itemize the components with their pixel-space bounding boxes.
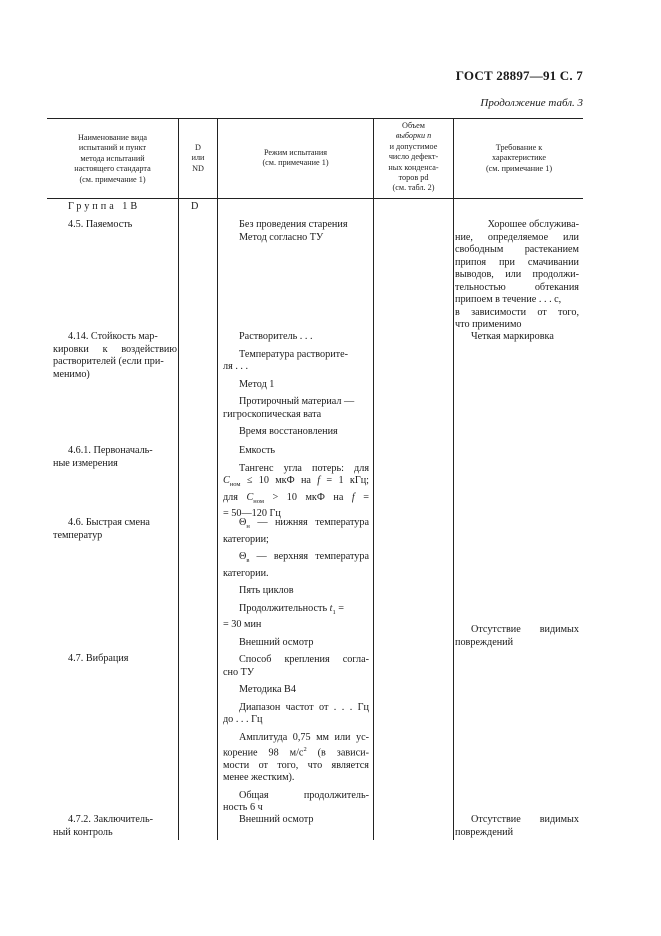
req-line: припоя при смачивании — [455, 256, 579, 268]
subscript: н — [246, 523, 250, 531]
mode-line: Протирочный материал — — [239, 396, 355, 407]
mode-line: категории; — [223, 533, 269, 545]
symbol: f — [351, 491, 355, 503]
mode-thermal-shock — [223, 517, 369, 649]
header-italic: выборки n — [395, 131, 432, 141]
column-header-test-name — [49, 133, 176, 185]
header-line: торов pd — [398, 173, 429, 183]
mode-line: Растворитель . . . — [239, 331, 313, 342]
header-line: испытаний и пункт — [78, 143, 147, 153]
name-line: менимо) — [53, 368, 90, 380]
requirement-thermal-shock — [455, 624, 579, 649]
mode-line: мости от того, что является — [223, 759, 369, 771]
mode-line: Метод согласно ТУ — [239, 231, 324, 243]
name-line: ные измерения — [53, 457, 118, 469]
mode-line: Методика В4 — [239, 684, 296, 695]
mode-line — [223, 492, 369, 509]
table-top-rule — [47, 118, 583, 119]
name-line: 4.14. Стойкость мар- — [68, 331, 158, 342]
header-line — [375, 131, 452, 141]
req-line: тельностью обтекания — [455, 281, 579, 293]
column-header-sample-size — [375, 121, 452, 194]
mode-line: Общая продолжитель- — [239, 789, 369, 801]
text: = 1 кГц; — [320, 475, 369, 486]
requirement-final-control — [455, 814, 579, 839]
req-line: припоем в течение . . . с, — [455, 294, 562, 305]
test-name-vibration: 4.7. Вибрация — [68, 653, 129, 664]
header-line: (см. примечание 1) — [485, 163, 553, 173]
name-line: ный контроль — [53, 826, 113, 838]
header-line: Требование к — [495, 143, 543, 152]
text: корение 98 м/с — [223, 747, 304, 759]
symbol: C — [223, 475, 230, 486]
standard-page-title: ГОСТ 28897—91 С. 7 — [455, 68, 583, 83]
header-line: метода испытаний — [80, 153, 145, 163]
text: (в зависи- — [306, 747, 369, 759]
mode-line: Емкость — [239, 445, 276, 456]
req-line: свободным растеканием — [455, 244, 579, 255]
mode-line: Метод 1 — [239, 378, 275, 390]
req-line: Отсутствие видимых — [471, 814, 579, 825]
test-name-marking-resistance — [53, 331, 177, 381]
mode-line: до . . . Гц — [223, 714, 263, 725]
header-line: настоящего стандарта — [74, 164, 151, 174]
mode-line: = 30 мин — [223, 619, 262, 631]
req-line: Хорошее обслужива- — [487, 219, 579, 230]
mode-line: Способ крепления согла- — [239, 654, 369, 665]
header-line: или — [191, 153, 205, 163]
column-divider-4 — [453, 118, 454, 840]
mode-line: ля . . . — [223, 361, 249, 372]
column-header-test-mode — [219, 148, 372, 169]
text: — нижняя температура — [249, 517, 369, 528]
requirement-solderability — [455, 219, 579, 332]
req-line: в зависимости от того, — [455, 306, 579, 318]
req-line: ние, определяемое или — [455, 231, 579, 243]
mode-line — [223, 517, 369, 534]
text: = — [335, 602, 345, 614]
mode-line: менее жестким). — [223, 772, 295, 784]
column-header-dnd — [180, 143, 216, 174]
header-line: ных конденса- — [388, 162, 439, 172]
req-line: выводов, или продолжи- — [455, 269, 579, 280]
header-line: Объем — [402, 121, 425, 130]
mode-initial-measurements — [223, 445, 369, 521]
req-line: повреждений — [455, 826, 514, 838]
header-line: Наименование вида — [77, 133, 148, 142]
name-line: растворителей (если при- — [53, 356, 164, 367]
name-line: температур — [53, 529, 103, 541]
text: — верхняя температура — [249, 551, 369, 563]
mode-line: Тангенс угла потерь: для — [239, 462, 369, 474]
requirement-marking-resistance: Четкая маркировка — [471, 331, 554, 342]
mode-line: Внешний осмотр — [239, 636, 314, 648]
req-line: что применимо — [455, 319, 522, 330]
mode-line — [223, 475, 369, 492]
header-line: (см. примечание 1) — [79, 174, 146, 184]
subscript: ном — [229, 481, 241, 489]
mode-line — [223, 744, 369, 760]
header-line: число дефект- — [388, 152, 439, 162]
mode-line: Диапазон частот от . . . Гц — [239, 701, 369, 713]
test-name-final-control — [53, 814, 177, 839]
header-line: и допустимое — [389, 141, 438, 151]
symbol: Θ — [239, 517, 247, 528]
group-label: Группа 1В — [68, 201, 141, 212]
test-name-solderability: 4.5. Паяемость — [68, 219, 133, 230]
mode-line: Время восстановления — [239, 426, 338, 437]
mode-marking-resistance — [223, 331, 369, 439]
name-line: 4.6.1. Первоначаль- — [68, 445, 153, 456]
name-line: 4.7.2. Заключитель- — [68, 814, 154, 825]
mode-line — [223, 551, 369, 568]
header-line: ND — [192, 163, 204, 173]
column-divider-3 — [373, 118, 374, 840]
subscript: ном — [253, 497, 264, 505]
req-line: повреждений — [455, 636, 514, 648]
mode-line: = 50—120 Гц — [223, 508, 281, 520]
header-line: (см. табл. 2) — [392, 183, 435, 193]
mode-vibration — [223, 654, 369, 815]
subscript: 1 — [332, 608, 336, 616]
test-name-initial-measurements — [53, 445, 177, 470]
header-line: характеристике — [492, 153, 546, 163]
symbol: C — [246, 491, 254, 503]
req-line: Отсутствие видимых — [471, 624, 579, 635]
symbol: f — [317, 475, 321, 486]
column-divider-1 — [178, 118, 179, 840]
name-line: 4.6. Быстрая смена — [68, 517, 150, 528]
text: Продолжительность — [239, 602, 330, 614]
symbol: t — [329, 602, 333, 614]
table-continuation-label: Продолжение табл. 3 — [480, 97, 583, 109]
mode-line: Температура растворите- — [239, 348, 349, 360]
mode-line: ность 6 ч — [223, 802, 263, 814]
mode-line: категории. — [223, 567, 269, 579]
test-name-thermal-shock — [53, 517, 177, 542]
column-header-requirement — [455, 143, 583, 174]
header-line: Режим испытания — [263, 148, 328, 157]
name-line: кировки к воздействию — [53, 343, 177, 355]
mode-line: Без проведения старения — [239, 219, 348, 230]
mode-line — [223, 603, 369, 620]
text: для — [223, 491, 247, 503]
mode-final-control: Внешний осмотр — [239, 814, 314, 825]
mode-line: сно ТУ — [223, 666, 255, 678]
mode-solderability — [239, 219, 369, 244]
mode-line: Амплитуда 0,75 мм или ус- — [239, 731, 369, 743]
symbol: Θ — [239, 551, 247, 563]
mode-line: Пять циклов — [239, 585, 294, 597]
column-divider-2 — [217, 118, 218, 840]
group-dnd-value: D — [191, 201, 199, 212]
table-header-rule — [47, 198, 583, 199]
mode-line: гигроскопическая вата — [223, 408, 322, 420]
text: = — [354, 491, 370, 503]
subscript: в — [246, 557, 250, 565]
text: ≤ 10 мкФ на — [240, 475, 318, 486]
header-line: (см. примечание 1) — [262, 158, 329, 168]
text: > 10 мкФ на — [263, 491, 352, 503]
superscript: 2 — [303, 746, 307, 753]
header-line: D — [195, 143, 201, 152]
